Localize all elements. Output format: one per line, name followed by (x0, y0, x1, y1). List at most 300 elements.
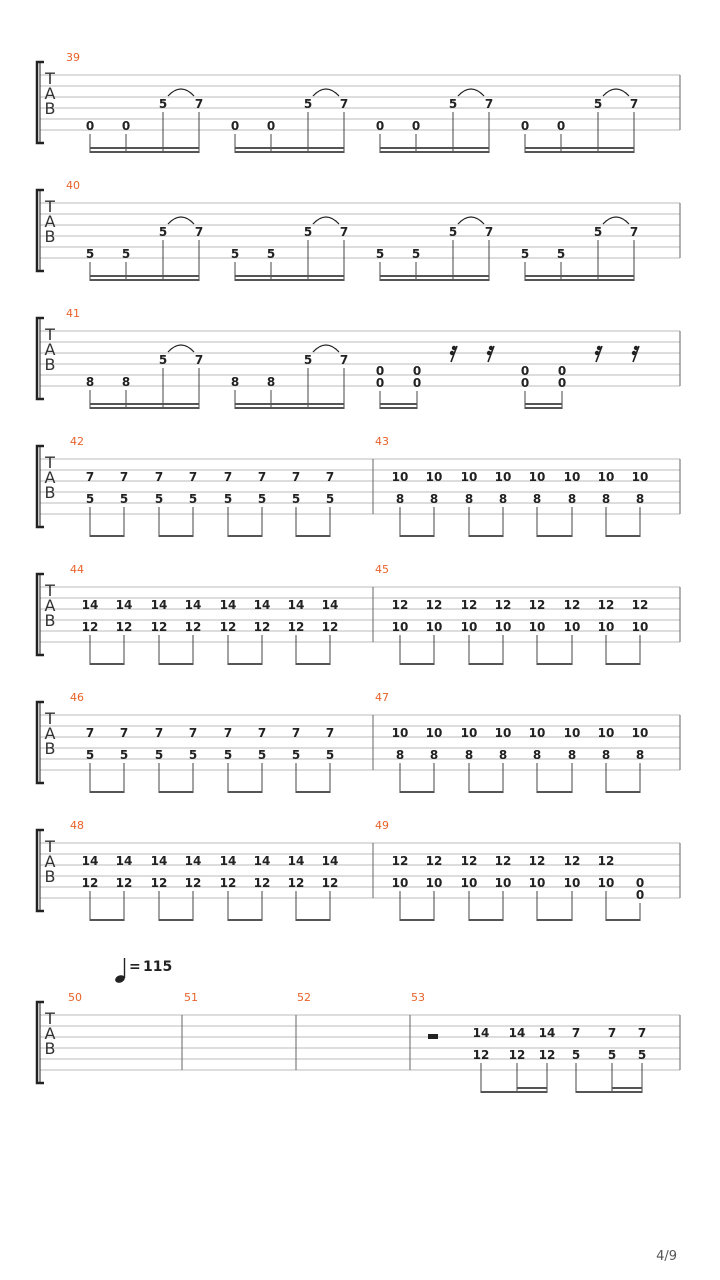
note-beam (90, 151, 199, 153)
fret-number: 8 (85, 375, 95, 389)
rest-flag (450, 351, 454, 355)
tab-clef-a: A (44, 84, 56, 103)
fret-number: 7 (637, 1026, 647, 1040)
fret-number: 14 (115, 598, 133, 612)
note-beam (380, 147, 489, 149)
note-beam (400, 663, 434, 665)
fret-number: 8 (395, 748, 405, 762)
note-beam (235, 275, 344, 277)
fret-number: 5 (188, 748, 198, 762)
fret-number: 12 (631, 598, 649, 612)
note-beam (235, 147, 344, 149)
fret-number: 12 (508, 1048, 526, 1062)
fret-number: 5 (121, 247, 131, 261)
fret-number: 12 (219, 876, 237, 890)
fret-number: 5 (223, 492, 233, 506)
fret-number: 14 (115, 854, 133, 868)
fret-number: 5 (593, 225, 603, 239)
note-beam (228, 791, 262, 793)
fret-number: 0 (375, 364, 385, 378)
note-beam (380, 275, 489, 277)
tab-clef-a: A (44, 468, 56, 487)
fret-number: 5 (303, 225, 313, 239)
fret-number: 5 (257, 748, 267, 762)
fret-number: 10 (597, 726, 615, 740)
fret-number: 8 (635, 492, 645, 506)
note-beam (90, 403, 199, 405)
fret-number: 7 (194, 225, 204, 239)
fret-number: 12 (563, 854, 581, 868)
tab-clef-t: T (45, 197, 55, 216)
fret-number: 12 (253, 876, 271, 890)
note-beam (380, 151, 489, 153)
measure-number: 47 (375, 691, 389, 704)
note-beam (159, 663, 193, 665)
tie-arc (168, 217, 194, 224)
note-beam (296, 791, 330, 793)
tab-clef-t: T (45, 1009, 55, 1028)
rest-flag (452, 346, 456, 350)
fret-number: 5 (119, 748, 129, 762)
fret-number: 7 (484, 225, 494, 239)
fret-number: 5 (188, 492, 198, 506)
note-beam (576, 1091, 642, 1093)
note-beam (159, 791, 193, 793)
note-beam (90, 147, 199, 149)
fret-number: 0 (556, 119, 566, 133)
fret-number: 10 (631, 470, 649, 484)
rest-flag (597, 346, 601, 350)
fret-number: 8 (429, 748, 439, 762)
fret-number: 5 (411, 247, 421, 261)
fret-number: 10 (494, 620, 512, 634)
note-beam (525, 407, 562, 409)
tab-clef-a: A (44, 852, 56, 871)
fret-number: 5 (85, 492, 95, 506)
fret-number: 7 (339, 225, 349, 239)
fret-number: 7 (194, 353, 204, 367)
note-beam (228, 535, 262, 537)
fret-number: 5 (375, 247, 385, 261)
fret-number: 12 (528, 854, 546, 868)
fret-number: 7 (339, 353, 349, 367)
fret-number: 8 (532, 492, 542, 506)
fret-number: 5 (291, 492, 301, 506)
tab-clef-t: T (45, 69, 55, 88)
fret-number: 14 (253, 854, 271, 868)
note-beam (380, 279, 489, 281)
note-beam (296, 535, 330, 537)
fret-number: 14 (472, 1026, 490, 1040)
tab-clef-b: B (44, 611, 56, 630)
tab-clef-a: A (44, 724, 56, 743)
fret-number: 14 (321, 598, 339, 612)
fret-number: 14 (538, 1026, 556, 1040)
fret-number: 7 (339, 97, 349, 111)
fret-number: 0 (412, 364, 422, 378)
sixteenth-rest (450, 346, 457, 362)
fret-number: 7 (85, 726, 95, 740)
measure-number: 41 (66, 307, 80, 320)
fret-number: 10 (460, 726, 478, 740)
note-beam (525, 279, 634, 281)
fret-number: 12 (81, 620, 99, 634)
fret-number: 7 (629, 225, 639, 239)
fret-number: 5 (154, 748, 164, 762)
fret-number: 7 (119, 726, 129, 740)
fret-number: 0 (557, 376, 567, 390)
measure-number: 46 (70, 691, 84, 704)
measure-number: 50 (68, 991, 82, 1004)
note-beam (606, 663, 640, 665)
fret-number: 0 (557, 364, 567, 378)
note-beam (400, 791, 434, 793)
fret-number: 14 (81, 598, 99, 612)
note-beam (606, 791, 640, 793)
fret-number: 8 (601, 748, 611, 762)
fret-number: 8 (498, 492, 508, 506)
measure-number: 48 (70, 819, 84, 832)
fret-number: 10 (528, 620, 546, 634)
fret-number: 12 (287, 620, 305, 634)
fret-number: 12 (287, 876, 305, 890)
fret-number: 12 (460, 598, 478, 612)
fret-number: 14 (184, 598, 202, 612)
note-beam (159, 919, 193, 921)
fret-number: 7 (223, 726, 233, 740)
sixteenth-rest (632, 346, 639, 362)
fret-number: 0 (520, 364, 530, 378)
fret-number: 0 (412, 376, 422, 390)
measure-number: 39 (66, 51, 80, 64)
fret-number: 10 (528, 470, 546, 484)
fret-number: 7 (325, 726, 335, 740)
fret-number: 7 (257, 470, 267, 484)
note-beam (90, 275, 199, 277)
fret-number: 12 (391, 854, 409, 868)
fret-number: 10 (563, 876, 581, 890)
fret-number: 12 (391, 598, 409, 612)
fret-number: 10 (391, 876, 409, 890)
note-beam (481, 1091, 547, 1093)
fret-number: 14 (184, 854, 202, 868)
note-beam (525, 403, 562, 405)
tab-clef-t: T (45, 709, 55, 728)
fret-number: 12 (472, 1048, 490, 1062)
rest-flag (634, 346, 638, 350)
fret-number: 7 (85, 470, 95, 484)
fret-number: 14 (287, 854, 305, 868)
fret-number: 5 (325, 748, 335, 762)
tab-clef-b: B (44, 739, 56, 758)
fret-number: 10 (528, 876, 546, 890)
page-number: 4/9 (656, 1249, 677, 1264)
fret-number: 14 (287, 598, 305, 612)
fret-number: 0 (375, 376, 385, 390)
fret-number: 5 (85, 247, 95, 261)
fret-number: 7 (325, 470, 335, 484)
fret-number: 7 (154, 726, 164, 740)
fret-number: 8 (498, 748, 508, 762)
fret-number: 5 (448, 97, 458, 111)
fret-number: 12 (321, 620, 339, 634)
fret-number: 12 (184, 620, 202, 634)
fret-number: 14 (253, 598, 271, 612)
fret-number: 7 (119, 470, 129, 484)
tie-arc (458, 89, 484, 96)
fret-number: 8 (567, 748, 577, 762)
fret-number: 10 (597, 470, 615, 484)
note-beam (235, 407, 344, 409)
tie-arc (313, 345, 339, 352)
fret-number: 12 (150, 876, 168, 890)
fret-number: 5 (291, 748, 301, 762)
fret-number: 5 (154, 492, 164, 506)
tab-clef-a: A (44, 340, 56, 359)
note-beam (90, 919, 124, 921)
fret-number: 12 (115, 876, 133, 890)
fret-number: 10 (391, 620, 409, 634)
fret-number: 5 (230, 247, 240, 261)
fret-number: 14 (150, 598, 168, 612)
fret-number: 0 (375, 119, 385, 133)
fret-number: 7 (188, 726, 198, 740)
fret-number: 8 (567, 492, 577, 506)
fret-number: 10 (631, 620, 649, 634)
fret-number: 10 (597, 620, 615, 634)
tie-arc (603, 217, 629, 224)
fret-number: 10 (425, 470, 443, 484)
measure-number: 45 (375, 563, 389, 576)
fret-number: 7 (194, 97, 204, 111)
tie-arc (313, 217, 339, 224)
note-beam (537, 663, 572, 665)
fret-number: 10 (391, 470, 409, 484)
fret-number: 12 (81, 876, 99, 890)
fret-number: 7 (291, 726, 301, 740)
fret-number: 5 (158, 97, 168, 111)
rest-flag (487, 351, 491, 355)
note-beam (159, 535, 193, 537)
fret-number: 10 (494, 876, 512, 890)
note-beam (525, 275, 634, 277)
fret-number: 12 (219, 620, 237, 634)
note-beam (90, 279, 199, 281)
fret-number: 14 (81, 854, 99, 868)
measure-number: 44 (70, 563, 84, 576)
fret-number: 8 (230, 375, 240, 389)
fret-number: 8 (464, 492, 474, 506)
fret-number: 10 (391, 726, 409, 740)
tie-arc (168, 345, 194, 352)
tempo-marking (114, 958, 126, 984)
fret-number: 5 (637, 1048, 647, 1062)
tie-arc (168, 89, 194, 96)
tempo-value: 115 (143, 959, 173, 975)
fret-number: 5 (85, 748, 95, 762)
note-beam (469, 663, 503, 665)
note-beam (517, 1087, 547, 1089)
note-beam (90, 407, 199, 409)
measure-number: 49 (375, 819, 389, 832)
fret-number: 0 (85, 119, 95, 133)
note-beam (400, 535, 434, 537)
fret-number: 5 (158, 353, 168, 367)
fret-number: 0 (520, 119, 530, 133)
fret-number: 8 (429, 492, 439, 506)
tie-arc (313, 89, 339, 96)
tab-clef-t: T (45, 581, 55, 600)
fret-number: 7 (154, 470, 164, 484)
fret-number: 7 (223, 470, 233, 484)
fret-number: 5 (303, 353, 313, 367)
fret-number: 12 (460, 854, 478, 868)
tab-clef-a: A (44, 212, 56, 231)
fret-number: 10 (528, 726, 546, 740)
fret-number: 5 (607, 1048, 617, 1062)
note-beam (235, 403, 344, 405)
tab-clef-b: B (44, 227, 56, 246)
fret-number: 14 (508, 1026, 526, 1040)
note-beam (606, 535, 640, 537)
fret-number: 12 (597, 854, 615, 868)
note-beam (525, 147, 634, 149)
note-beam (606, 919, 640, 921)
fret-number: 8 (395, 492, 405, 506)
fret-number: 12 (494, 598, 512, 612)
measure-number: 40 (66, 179, 80, 192)
fret-number: 5 (556, 247, 566, 261)
measure-number: 53 (411, 991, 425, 1004)
measure-number: 42 (70, 435, 84, 448)
measure-number: 51 (184, 991, 198, 1004)
fret-number: 12 (563, 598, 581, 612)
note-beam (90, 535, 124, 537)
sixteenth-rest (487, 346, 494, 362)
fret-number: 7 (188, 470, 198, 484)
fret-number: 0 (520, 376, 530, 390)
tab-clef-b: B (44, 483, 56, 502)
fret-number: 10 (460, 876, 478, 890)
fret-number: 0 (635, 876, 645, 890)
note-beam (380, 403, 417, 405)
fret-number: 7 (571, 1026, 581, 1040)
fret-number: 5 (520, 247, 530, 261)
fret-number: 7 (291, 470, 301, 484)
fret-number: 10 (563, 620, 581, 634)
tie-arc (603, 89, 629, 96)
tempo-equals: = (129, 959, 141, 975)
fret-number: 14 (150, 854, 168, 868)
fret-number: 5 (325, 492, 335, 506)
tab-clef-b: B (44, 99, 56, 118)
fret-number: 12 (494, 854, 512, 868)
rest-flag (632, 351, 636, 355)
note-beam (296, 663, 330, 665)
note-beam (612, 1087, 642, 1089)
fret-number: 8 (464, 748, 474, 762)
rest-flag (489, 346, 493, 350)
fret-number: 5 (158, 225, 168, 239)
note-beam (296, 919, 330, 921)
fret-number: 8 (121, 375, 131, 389)
note-beam (469, 919, 503, 921)
note-beam (228, 663, 262, 665)
fret-number: 10 (563, 470, 581, 484)
fret-number: 10 (460, 470, 478, 484)
fret-number: 12 (321, 876, 339, 890)
note-beam (400, 919, 434, 921)
fret-number: 5 (257, 492, 267, 506)
fret-number: 10 (425, 620, 443, 634)
fret-number: 7 (484, 97, 494, 111)
fret-number: 5 (223, 748, 233, 762)
fret-number: 5 (266, 247, 276, 261)
sixteenth-rest (595, 346, 602, 362)
fret-number: 0 (230, 119, 240, 133)
measure-number: 43 (375, 435, 389, 448)
fret-number: 5 (119, 492, 129, 506)
fret-number: 5 (448, 225, 458, 239)
fret-number: 14 (321, 854, 339, 868)
fret-number: 10 (494, 470, 512, 484)
fret-number: 14 (219, 598, 237, 612)
rest-flag (595, 351, 599, 355)
tab-clef-t: T (45, 453, 55, 472)
fret-number: 5 (571, 1048, 581, 1062)
note-beam (90, 663, 124, 665)
tab-clef-b: B (44, 355, 56, 374)
fret-number: 5 (303, 97, 313, 111)
note-beam (537, 535, 572, 537)
fret-number: 8 (266, 375, 276, 389)
measure-number: 52 (297, 991, 311, 1004)
half-rest (428, 1034, 438, 1039)
fret-number: 12 (115, 620, 133, 634)
note-beam (469, 791, 503, 793)
fret-number: 12 (425, 598, 443, 612)
fret-number: 10 (494, 726, 512, 740)
fret-number: 0 (121, 119, 131, 133)
note-beam (537, 919, 572, 921)
note-beam (235, 151, 344, 153)
fret-number: 10 (631, 726, 649, 740)
fret-number: 12 (597, 598, 615, 612)
fret-number: 10 (460, 620, 478, 634)
fret-number: 0 (635, 888, 645, 902)
fret-number: 14 (219, 854, 237, 868)
note-beam (90, 791, 124, 793)
fret-number: 12 (538, 1048, 556, 1062)
note-beam (537, 791, 572, 793)
tab-clef-t: T (45, 837, 55, 856)
fret-number: 7 (257, 726, 267, 740)
note-beam (380, 407, 417, 409)
tab-clef-a: A (44, 596, 56, 615)
fret-number: 12 (150, 620, 168, 634)
fret-number: 8 (601, 492, 611, 506)
fret-number: 10 (597, 876, 615, 890)
tab-clef-b: B (44, 1039, 56, 1058)
note-beam (235, 279, 344, 281)
note-beam (469, 535, 503, 537)
fret-number: 0 (266, 119, 276, 133)
tab-clef-b: B (44, 867, 56, 886)
tie-arc (458, 217, 484, 224)
fret-number: 8 (635, 748, 645, 762)
fret-number: 12 (184, 876, 202, 890)
tab-clef-t: T (45, 325, 55, 344)
